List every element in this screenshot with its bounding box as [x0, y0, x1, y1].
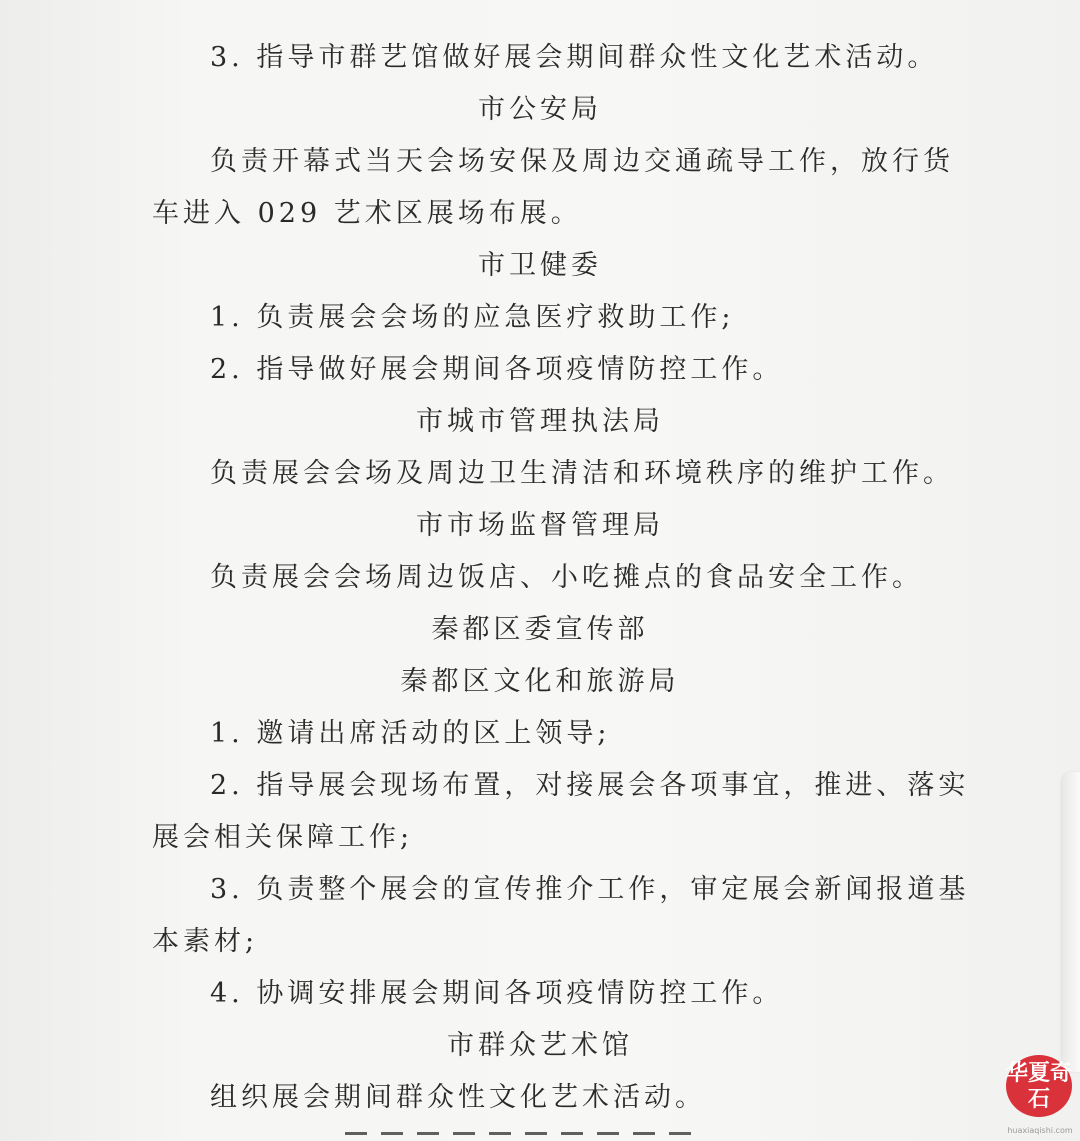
item-2-卫健委: 2. 指导做好展会期间各项疫情防控工作。 — [210, 354, 784, 385]
section-heading-群众艺术馆: 市群众艺术馆 — [447, 1030, 633, 1061]
item-1-文旅局: 1. 邀请出席活动的区上领导; — [210, 718, 611, 749]
item-2-文旅局-line2: 展会相关保障工作; — [152, 822, 414, 853]
paragraph-市场监管: 负责展会会场周边饭店、小吃摊点的食品安全工作。 — [210, 562, 923, 593]
paragraph-群众艺术馆: 组织展会期间群众性文化艺术活动。 — [210, 1082, 706, 1113]
watermark-logo — [1006, 1055, 1072, 1135]
section-heading-市场监管: 市市场监督管理局 — [416, 510, 664, 541]
scroll-handle[interactable] — [1062, 772, 1080, 1072]
item-3-文旅局-line2: 本素材; — [152, 926, 259, 957]
paragraph-城管: 负责展会会场及周边卫生清洁和环境秩序的维护工作。 — [210, 458, 954, 489]
item-3-群艺馆: 3. 指导市群艺馆做好展会期间群众性文化艺术活动。 — [210, 42, 939, 73]
section-heading-公安局: 市公安局 — [478, 94, 602, 125]
item-3-文旅局-line1: 3. 负责整个展会的宣传推介工作，审定展会新闻报道基 — [210, 874, 970, 905]
paragraph-公安局-line1: 负责开幕式当天会场安保及周边交通疏导工作，放行货 — [210, 146, 954, 177]
section-heading-文旅局: 秦都区文化和旅游局 — [400, 666, 680, 697]
paragraph-公安局-line2: 车进入 029 艺术区展场布展。 — [152, 198, 582, 229]
item-2-文旅局-line1: 2. 指导展会现场布置，对接展会各项事宜，推进、落实 — [210, 770, 970, 801]
section-heading-区委宣传部: 秦都区委宣传部 — [431, 614, 649, 645]
item-4-文旅局: 4. 协调安排展会期间各项疫情防控工作。 — [210, 978, 784, 1009]
cropped-text-line — [345, 1132, 725, 1141]
watermark-url: huaxiaqishi.com — [1007, 1126, 1073, 1135]
seal-icon: 华夏奇石 — [1006, 1055, 1072, 1117]
section-heading-卫健委: 市卫健委 — [478, 250, 602, 281]
section-heading-城管: 市城市管理执法局 — [416, 406, 664, 437]
item-1-卫健委: 1. 负责展会会场的应急医疗救助工作; — [210, 302, 735, 333]
